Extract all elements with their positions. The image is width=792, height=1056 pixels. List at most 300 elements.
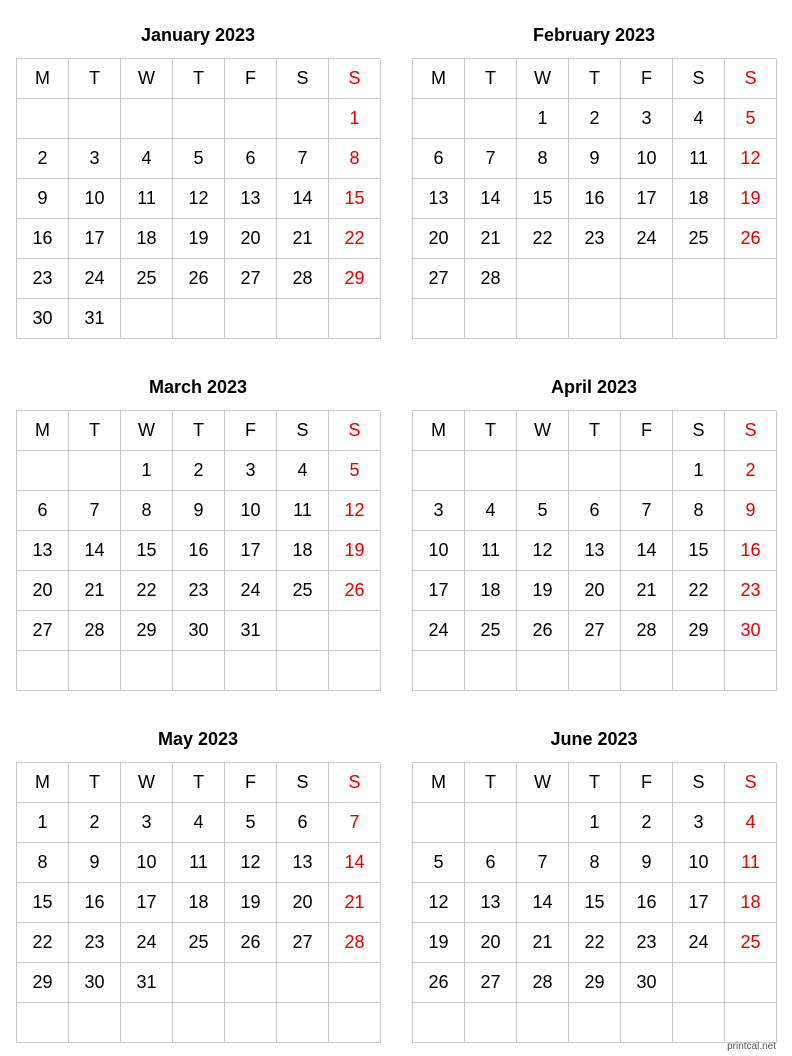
empty-cell xyxy=(329,651,381,691)
day-cell: 28 xyxy=(465,259,517,299)
day-cell: 16 xyxy=(725,531,777,571)
day-cell: 18 xyxy=(465,571,517,611)
day-cell: 12 xyxy=(517,531,569,571)
empty-cell xyxy=(465,803,517,843)
day-cell: 15 xyxy=(517,179,569,219)
day-cell: 16 xyxy=(621,883,673,923)
day-cell: 4 xyxy=(173,803,225,843)
empty-cell xyxy=(413,451,465,491)
day-cell: 13 xyxy=(225,179,277,219)
month-calendar xyxy=(412,18,776,339)
day-cell: 25 xyxy=(465,611,517,651)
day-cell: 13 xyxy=(17,531,69,571)
weekday-header: S xyxy=(725,411,777,451)
day-cell: 14 xyxy=(517,883,569,923)
empty-cell xyxy=(225,299,277,339)
weekday-header: T xyxy=(69,59,121,99)
day-cell: 29 xyxy=(673,611,725,651)
weekday-header: F xyxy=(621,59,673,99)
day-cell: 18 xyxy=(673,179,725,219)
day-cell: 10 xyxy=(121,843,173,883)
day-cell: 27 xyxy=(465,963,517,1003)
day-cell: 8 xyxy=(329,139,381,179)
day-cell: 14 xyxy=(465,179,517,219)
empty-cell xyxy=(121,299,173,339)
day-cell: 17 xyxy=(121,883,173,923)
day-cell: 27 xyxy=(277,923,329,963)
weekday-header: F xyxy=(621,411,673,451)
day-cell: 8 xyxy=(121,491,173,531)
day-cell: 1 xyxy=(517,99,569,139)
day-cell: 6 xyxy=(413,139,465,179)
empty-cell xyxy=(329,963,381,1003)
day-cell: 4 xyxy=(725,803,777,843)
day-cell: 11 xyxy=(725,843,777,883)
empty-cell xyxy=(673,259,725,299)
day-cell: 4 xyxy=(465,491,517,531)
empty-cell xyxy=(17,451,69,491)
day-cell: 23 xyxy=(621,923,673,963)
empty-cell xyxy=(225,651,277,691)
day-cell: 15 xyxy=(17,883,69,923)
day-cell: 6 xyxy=(465,843,517,883)
weekday-header: S xyxy=(673,763,725,803)
empty-cell xyxy=(517,259,569,299)
weekday-header: W xyxy=(517,411,569,451)
day-cell: 25 xyxy=(173,923,225,963)
day-cell: 2 xyxy=(621,803,673,843)
empty-cell xyxy=(413,803,465,843)
empty-cell xyxy=(673,299,725,339)
day-cell: 5 xyxy=(413,843,465,883)
day-cell: 10 xyxy=(621,139,673,179)
day-cell: 8 xyxy=(673,491,725,531)
day-cell: 11 xyxy=(465,531,517,571)
weekday-header: S xyxy=(277,411,329,451)
empty-cell xyxy=(725,259,777,299)
day-cell: 6 xyxy=(569,491,621,531)
day-cell: 7 xyxy=(277,139,329,179)
empty-cell xyxy=(413,299,465,339)
day-cell: 20 xyxy=(225,219,277,259)
empty-cell xyxy=(17,1003,69,1043)
day-cell: 5 xyxy=(173,139,225,179)
day-cell: 22 xyxy=(329,219,381,259)
empty-cell xyxy=(69,1003,121,1043)
day-cell: 19 xyxy=(517,571,569,611)
day-cell: 14 xyxy=(277,179,329,219)
empty-cell xyxy=(173,299,225,339)
empty-cell xyxy=(621,451,673,491)
weekday-header: F xyxy=(225,763,277,803)
day-cell: 12 xyxy=(225,843,277,883)
day-cell: 23 xyxy=(69,923,121,963)
empty-cell xyxy=(329,299,381,339)
empty-cell xyxy=(69,451,121,491)
weekday-header: M xyxy=(17,411,69,451)
day-cell: 11 xyxy=(673,139,725,179)
day-cell: 5 xyxy=(329,451,381,491)
day-cell: 1 xyxy=(329,99,381,139)
day-cell: 3 xyxy=(413,491,465,531)
day-cell: 12 xyxy=(413,883,465,923)
day-cell: 26 xyxy=(725,219,777,259)
day-cell: 28 xyxy=(517,963,569,1003)
day-cell: 24 xyxy=(69,259,121,299)
day-cell: 25 xyxy=(121,259,173,299)
day-cell: 30 xyxy=(69,963,121,1003)
weekday-header: T xyxy=(569,763,621,803)
day-cell: 15 xyxy=(569,883,621,923)
day-cell: 7 xyxy=(517,843,569,883)
empty-cell xyxy=(517,1003,569,1043)
month-calendar xyxy=(16,18,380,339)
weekday-header: W xyxy=(121,59,173,99)
empty-cell xyxy=(277,963,329,1003)
day-cell: 2 xyxy=(173,451,225,491)
day-cell: 20 xyxy=(465,923,517,963)
day-cell: 28 xyxy=(621,611,673,651)
weekday-header: S xyxy=(329,59,381,99)
weekday-header: S xyxy=(673,411,725,451)
day-cell: 30 xyxy=(621,963,673,1003)
day-cell: 30 xyxy=(17,299,69,339)
day-cell: 21 xyxy=(69,571,121,611)
month-grid xyxy=(16,762,380,1043)
day-cell: 25 xyxy=(725,923,777,963)
footer-credit[interactable]: printcal.net xyxy=(727,1041,776,1052)
day-cell: 26 xyxy=(517,611,569,651)
empty-cell xyxy=(465,299,517,339)
day-cell: 21 xyxy=(621,571,673,611)
empty-cell xyxy=(673,651,725,691)
day-cell: 12 xyxy=(725,139,777,179)
month-title: April 2023 xyxy=(550,377,638,397)
day-cell: 10 xyxy=(673,843,725,883)
day-cell: 1 xyxy=(17,803,69,843)
day-cell: 17 xyxy=(413,571,465,611)
weekday-header: S xyxy=(277,763,329,803)
day-cell: 14 xyxy=(621,531,673,571)
empty-cell xyxy=(465,99,517,139)
day-cell: 9 xyxy=(725,491,777,531)
month-title: January 2023 xyxy=(140,25,256,45)
empty-cell xyxy=(413,1003,465,1043)
day-cell: 26 xyxy=(173,259,225,299)
day-cell: 21 xyxy=(277,219,329,259)
empty-cell xyxy=(621,259,673,299)
month-title: May 2023 xyxy=(157,729,239,749)
weekday-header: T xyxy=(465,59,517,99)
day-cell: 27 xyxy=(225,259,277,299)
day-cell: 29 xyxy=(329,259,381,299)
empty-cell xyxy=(329,611,381,651)
empty-cell xyxy=(517,451,569,491)
day-cell: 18 xyxy=(725,883,777,923)
day-cell: 17 xyxy=(225,531,277,571)
empty-cell xyxy=(569,1003,621,1043)
weekday-header: T xyxy=(69,411,121,451)
weekday-header: S xyxy=(329,411,381,451)
weekday-header: T xyxy=(465,411,517,451)
weekday-header: T xyxy=(173,59,225,99)
day-cell: 31 xyxy=(225,611,277,651)
weekday-header: M xyxy=(17,59,69,99)
month-grid xyxy=(412,58,776,339)
empty-cell xyxy=(569,259,621,299)
day-cell: 2 xyxy=(569,99,621,139)
day-cell: 6 xyxy=(17,491,69,531)
day-cell: 16 xyxy=(17,219,69,259)
day-cell: 6 xyxy=(225,139,277,179)
day-cell: 20 xyxy=(413,219,465,259)
weekday-header: S xyxy=(277,59,329,99)
day-cell: 21 xyxy=(329,883,381,923)
empty-cell xyxy=(725,299,777,339)
day-cell: 12 xyxy=(329,491,381,531)
empty-cell xyxy=(725,651,777,691)
day-cell: 4 xyxy=(121,139,173,179)
day-cell: 15 xyxy=(329,179,381,219)
day-cell: 24 xyxy=(121,923,173,963)
day-cell: 18 xyxy=(173,883,225,923)
empty-cell xyxy=(517,651,569,691)
empty-cell xyxy=(173,651,225,691)
empty-cell xyxy=(173,1003,225,1043)
weekday-header: M xyxy=(413,59,465,99)
day-cell: 17 xyxy=(621,179,673,219)
day-cell: 16 xyxy=(69,883,121,923)
day-cell: 7 xyxy=(69,491,121,531)
empty-cell xyxy=(413,99,465,139)
day-cell: 2 xyxy=(725,451,777,491)
day-cell: 22 xyxy=(673,571,725,611)
empty-cell xyxy=(69,651,121,691)
empty-cell xyxy=(225,1003,277,1043)
day-cell: 23 xyxy=(725,571,777,611)
weekday-header: W xyxy=(121,763,173,803)
empty-cell xyxy=(173,963,225,1003)
day-cell: 1 xyxy=(569,803,621,843)
day-cell: 18 xyxy=(277,531,329,571)
day-cell: 19 xyxy=(225,883,277,923)
empty-cell xyxy=(225,963,277,1003)
day-cell: 30 xyxy=(173,611,225,651)
day-cell: 4 xyxy=(277,451,329,491)
day-cell: 29 xyxy=(17,963,69,1003)
day-cell: 20 xyxy=(17,571,69,611)
weekday-header: S xyxy=(725,763,777,803)
day-cell: 23 xyxy=(173,571,225,611)
day-cell: 8 xyxy=(517,139,569,179)
empty-cell xyxy=(277,299,329,339)
day-cell: 28 xyxy=(329,923,381,963)
weekday-header: W xyxy=(517,763,569,803)
month-title: June 2023 xyxy=(550,729,638,749)
day-cell: 7 xyxy=(465,139,517,179)
day-cell: 8 xyxy=(17,843,69,883)
day-cell: 5 xyxy=(517,491,569,531)
day-cell: 2 xyxy=(69,803,121,843)
weekday-header: W xyxy=(121,411,173,451)
day-cell: 3 xyxy=(69,139,121,179)
weekday-header: M xyxy=(17,763,69,803)
weekday-header: W xyxy=(517,59,569,99)
empty-cell xyxy=(277,1003,329,1043)
day-cell: 5 xyxy=(725,99,777,139)
day-cell: 3 xyxy=(225,451,277,491)
empty-cell xyxy=(621,1003,673,1043)
day-cell: 28 xyxy=(277,259,329,299)
day-cell: 16 xyxy=(173,531,225,571)
weekday-header: S xyxy=(329,763,381,803)
weekday-header: M xyxy=(413,763,465,803)
day-cell: 15 xyxy=(673,531,725,571)
day-cell: 10 xyxy=(69,179,121,219)
day-cell: 19 xyxy=(173,219,225,259)
day-cell: 17 xyxy=(673,883,725,923)
day-cell: 7 xyxy=(621,491,673,531)
empty-cell xyxy=(225,99,277,139)
empty-cell xyxy=(621,651,673,691)
day-cell: 23 xyxy=(569,219,621,259)
day-cell: 2 xyxy=(17,139,69,179)
day-cell: 14 xyxy=(69,531,121,571)
day-cell: 24 xyxy=(673,923,725,963)
day-cell: 31 xyxy=(69,299,121,339)
day-cell: 3 xyxy=(121,803,173,843)
month-title: March 2023 xyxy=(148,377,248,397)
day-cell: 24 xyxy=(413,611,465,651)
month-grid xyxy=(16,410,380,691)
day-cell: 21 xyxy=(517,923,569,963)
day-cell: 13 xyxy=(277,843,329,883)
empty-cell xyxy=(569,651,621,691)
weekday-header: T xyxy=(173,411,225,451)
day-cell: 24 xyxy=(225,571,277,611)
day-cell: 8 xyxy=(569,843,621,883)
day-cell: 6 xyxy=(277,803,329,843)
empty-cell xyxy=(465,651,517,691)
day-cell: 14 xyxy=(329,843,381,883)
weekday-header: T xyxy=(569,411,621,451)
month-calendar xyxy=(412,722,776,1043)
empty-cell xyxy=(121,651,173,691)
day-cell: 15 xyxy=(121,531,173,571)
empty-cell xyxy=(569,451,621,491)
month-grid xyxy=(412,410,776,691)
day-cell: 22 xyxy=(121,571,173,611)
empty-cell xyxy=(17,99,69,139)
day-cell: 9 xyxy=(569,139,621,179)
day-cell: 20 xyxy=(277,883,329,923)
day-cell: 29 xyxy=(569,963,621,1003)
empty-cell xyxy=(621,299,673,339)
day-cell: 11 xyxy=(121,179,173,219)
weekday-header: T xyxy=(173,763,225,803)
day-cell: 24 xyxy=(621,219,673,259)
day-cell: 25 xyxy=(277,571,329,611)
month-calendar xyxy=(412,370,776,691)
empty-cell xyxy=(517,803,569,843)
day-cell: 1 xyxy=(673,451,725,491)
weekday-header: F xyxy=(225,59,277,99)
weekday-header: T xyxy=(569,59,621,99)
day-cell: 10 xyxy=(225,491,277,531)
day-cell: 20 xyxy=(569,571,621,611)
day-cell: 23 xyxy=(17,259,69,299)
empty-cell xyxy=(277,99,329,139)
empty-cell xyxy=(121,1003,173,1043)
day-cell: 3 xyxy=(621,99,673,139)
day-cell: 9 xyxy=(621,843,673,883)
month-calendar xyxy=(16,722,380,1043)
month-calendar xyxy=(16,370,380,691)
empty-cell xyxy=(517,299,569,339)
day-cell: 16 xyxy=(569,179,621,219)
empty-cell xyxy=(413,651,465,691)
day-cell: 27 xyxy=(569,611,621,651)
empty-cell xyxy=(725,1003,777,1043)
day-cell: 19 xyxy=(725,179,777,219)
empty-cell xyxy=(277,611,329,651)
empty-cell xyxy=(277,651,329,691)
day-cell: 3 xyxy=(673,803,725,843)
day-cell: 22 xyxy=(17,923,69,963)
day-cell: 13 xyxy=(413,179,465,219)
weekday-header: T xyxy=(69,763,121,803)
weekday-header: S xyxy=(673,59,725,99)
empty-cell xyxy=(465,1003,517,1043)
empty-cell xyxy=(69,99,121,139)
empty-cell xyxy=(329,1003,381,1043)
empty-cell xyxy=(465,451,517,491)
day-cell: 13 xyxy=(465,883,517,923)
day-cell: 22 xyxy=(517,219,569,259)
day-cell: 10 xyxy=(413,531,465,571)
day-cell: 26 xyxy=(225,923,277,963)
day-cell: 28 xyxy=(69,611,121,651)
day-cell: 19 xyxy=(329,531,381,571)
day-cell: 19 xyxy=(413,923,465,963)
day-cell: 26 xyxy=(413,963,465,1003)
weekday-header: F xyxy=(621,763,673,803)
empty-cell xyxy=(673,1003,725,1043)
weekday-header: T xyxy=(465,763,517,803)
day-cell: 9 xyxy=(173,491,225,531)
day-cell: 13 xyxy=(569,531,621,571)
day-cell: 7 xyxy=(329,803,381,843)
day-cell: 31 xyxy=(121,963,173,1003)
month-grid xyxy=(16,58,380,339)
month-title: February 2023 xyxy=(532,25,656,45)
day-cell: 22 xyxy=(569,923,621,963)
day-cell: 9 xyxy=(17,179,69,219)
day-cell: 12 xyxy=(173,179,225,219)
month-grid xyxy=(412,762,776,1043)
empty-cell xyxy=(121,99,173,139)
day-cell: 26 xyxy=(329,571,381,611)
weekday-header: F xyxy=(225,411,277,451)
weekday-header: M xyxy=(413,411,465,451)
day-cell: 9 xyxy=(69,843,121,883)
day-cell: 29 xyxy=(121,611,173,651)
day-cell: 21 xyxy=(465,219,517,259)
day-cell: 1 xyxy=(121,451,173,491)
day-cell: 27 xyxy=(17,611,69,651)
empty-cell xyxy=(673,963,725,1003)
weekday-header: S xyxy=(725,59,777,99)
